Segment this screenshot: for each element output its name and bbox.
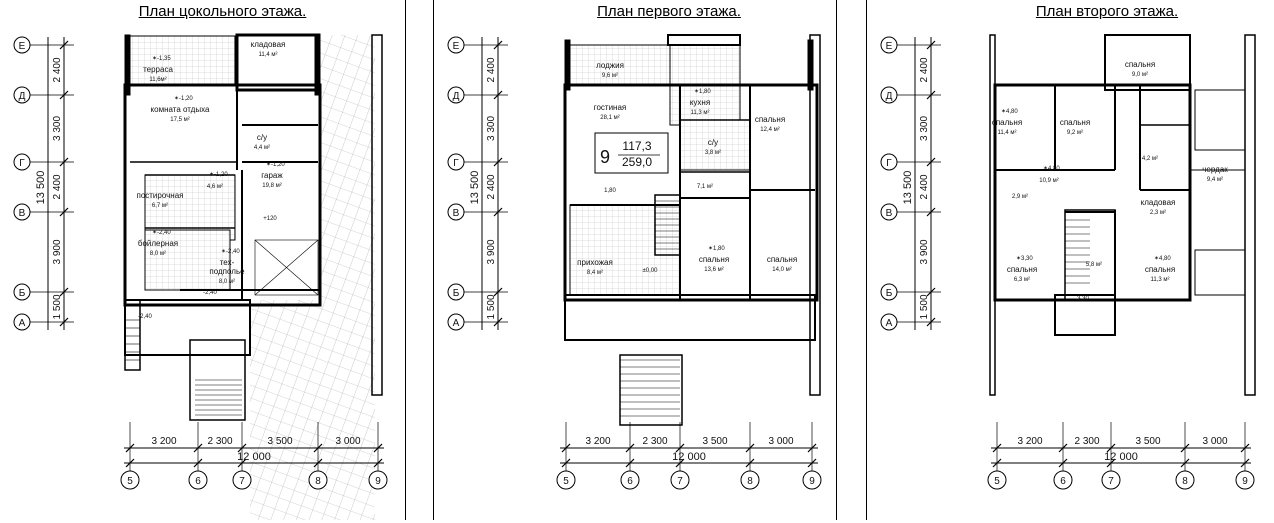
- room-name: с/у: [707, 138, 719, 147]
- room-name: лоджия: [596, 61, 624, 70]
- room-name: комната отдыха: [150, 105, 210, 114]
- column-dimension-value: 3 500: [702, 436, 728, 447]
- badge-living-area: 117,3: [622, 139, 652, 153]
- axis-label-6: 6: [627, 476, 633, 487]
- level-mark: ✶-1,35: [152, 56, 171, 62]
- lower-wall: [125, 300, 250, 355]
- paving-area: [250, 35, 375, 520]
- level-mark: ✶-2,40: [152, 230, 171, 236]
- level-mark: ✶-1,20: [209, 172, 228, 178]
- sheet-first-floor-plan: [434, 0, 836, 520]
- axis-label-6: 6: [195, 476, 201, 487]
- floor-plan-drawing: [867, 0, 1274, 520]
- axis-label-Е: Е: [885, 41, 893, 52]
- room-area: 8,0 м²: [218, 279, 236, 285]
- sheet-divider: [405, 0, 406, 520]
- axis-label-Б: Б: [452, 288, 460, 299]
- column-total-dimension: 12 000: [237, 451, 271, 463]
- level-mark: 3,30: [1077, 296, 1089, 302]
- axis-label-Г: Г: [453, 158, 459, 169]
- sheet-second-floor-plan: [867, 0, 1274, 520]
- axis-label-Г: Г: [19, 158, 25, 169]
- row-total-dimension: 13 500: [469, 170, 481, 205]
- room-name: спальня: [766, 255, 798, 264]
- column-dimension-value: 3 500: [1135, 436, 1161, 447]
- room-name: кухня: [689, 98, 711, 107]
- room-area: 7,1 м²: [696, 184, 714, 190]
- lower-wall: [565, 295, 815, 340]
- level-mark: ✶-1,20: [266, 162, 285, 168]
- sheet-basement-plan: [0, 0, 405, 520]
- axis-label-В: В: [18, 208, 26, 219]
- badge-total-area: 259,0: [621, 155, 653, 169]
- level-mark: -2,40: [138, 314, 152, 320]
- room-area: 9,2 м²: [1066, 130, 1084, 136]
- level-mark: ✶-2,40: [221, 249, 240, 255]
- level-mark: +120: [263, 216, 277, 222]
- level-mark: ✶3,30: [1016, 256, 1033, 262]
- axis-label-6: 6: [1060, 476, 1066, 487]
- row-dimension-value: 2 400: [486, 57, 497, 83]
- room-name: с/у: [256, 133, 268, 142]
- plan-geometry: [990, 35, 1255, 395]
- axis-label-А: А: [885, 318, 893, 329]
- room-name: гостиная: [593, 103, 627, 112]
- room-area: 3,8 м²: [704, 150, 722, 156]
- level-mark: ✶1,80: [694, 89, 711, 95]
- room-name: спальня: [698, 255, 730, 264]
- room-area: 11,4 м²: [997, 130, 1017, 136]
- level-mark: ✶1,80: [708, 246, 725, 252]
- room-area: 2,9 м²: [1011, 194, 1029, 200]
- column-dimension-value: 3 000: [335, 436, 361, 447]
- column: [565, 40, 570, 90]
- row-dimension-value: 2 400: [486, 174, 497, 200]
- room-area: 10,9 м²: [1039, 178, 1059, 184]
- room-area: 11,6м²: [149, 77, 167, 83]
- room-area: 6,7 м²: [151, 203, 169, 209]
- row-dimension-value: 1 500: [52, 294, 63, 320]
- room-area: 9,6 м²: [601, 73, 619, 79]
- column-dimension-value: 2 300: [642, 436, 668, 447]
- axis-label-7: 7: [1108, 476, 1114, 487]
- row-dimension-value: 1 500: [486, 294, 497, 320]
- axis-label-А: А: [18, 318, 26, 329]
- axis-label-Е: Е: [18, 41, 26, 52]
- level-mark: 1,80: [604, 188, 616, 194]
- room-name: спальня: [991, 118, 1023, 127]
- room-name: спальня: [754, 115, 786, 124]
- room-area: 4,4 м²: [253, 145, 271, 151]
- room-name: гараж: [261, 171, 283, 180]
- axis-label-Д: Д: [452, 91, 460, 102]
- row-dimension-value: 2 400: [52, 174, 63, 200]
- room-area: 17,5 м²: [170, 117, 190, 123]
- column-dimension-value: 2 300: [1074, 436, 1100, 447]
- room-name: терраса: [143, 65, 173, 74]
- axis-label-8: 8: [747, 476, 753, 487]
- room-area: 2,3 м²: [1149, 210, 1167, 216]
- axis-label-Б: Б: [18, 288, 26, 299]
- row-dimension-value: 3 300: [486, 115, 497, 142]
- column-total-dimension: 12 000: [672, 451, 706, 463]
- sheet-divider: [836, 0, 837, 520]
- row-dimension-value: 2 400: [919, 57, 930, 83]
- right-post: [1245, 35, 1255, 395]
- column-dimension-value: 3 000: [768, 436, 794, 447]
- row-dimension-value: 2 400: [52, 57, 63, 83]
- column-dimension-value: 3 500: [267, 436, 293, 447]
- axis-label-В: В: [452, 208, 460, 219]
- left-post: [990, 35, 995, 395]
- plan-geometry: [565, 35, 820, 425]
- column-dimension-value: 3 200: [151, 436, 177, 447]
- row-dimension-value: 3 900: [52, 239, 63, 265]
- room-name: прихожая: [577, 258, 613, 267]
- room-area: 11,4 м²: [258, 52, 278, 58]
- entry-stair: [125, 300, 140, 370]
- axis-label-Б: Б: [885, 288, 893, 299]
- sheet-title: План второго этажа.: [1035, 3, 1179, 20]
- axis-label-Д: Д: [18, 91, 26, 102]
- room-area: 6,3 м²: [1013, 277, 1031, 283]
- room-name: спальня: [1006, 265, 1038, 274]
- column: [315, 35, 320, 95]
- column-dimension-value: 3 200: [585, 436, 611, 447]
- sheet-title: План цокольного этажа.: [138, 3, 307, 20]
- axis-label-7: 7: [239, 476, 245, 487]
- level-mark: ±0,00: [642, 268, 658, 274]
- room-name: тех-: [219, 258, 235, 267]
- attic-window: [1195, 90, 1245, 150]
- room-name: кладовая: [250, 40, 286, 49]
- axis-label-9: 9: [809, 476, 815, 487]
- badge-number: 9: [599, 147, 611, 167]
- axis-label-5: 5: [127, 476, 133, 487]
- axis-label-Д: Д: [885, 91, 893, 102]
- row-total-dimension: 13 500: [35, 170, 47, 205]
- axis-label-В: В: [885, 208, 893, 219]
- row-dimension-value: 3 900: [486, 239, 497, 265]
- room-area: 11,3 м²: [690, 110, 710, 116]
- axis-label-8: 8: [1182, 476, 1188, 487]
- row-total-dimension: 13 500: [902, 170, 914, 205]
- axis-label-5: 5: [994, 476, 1000, 487]
- column-dimension-value: 3 200: [1017, 436, 1043, 447]
- room-name: спальня: [1144, 265, 1176, 274]
- row-dimension-value: 3 300: [919, 115, 930, 142]
- attic-window: [1195, 250, 1245, 295]
- hall-tiles: [570, 205, 680, 295]
- room-name: чердак: [1202, 165, 1228, 174]
- room-name: спальня: [1059, 118, 1091, 127]
- level-mark: -2,40: [203, 290, 217, 296]
- column-dimension-value: 3 000: [1202, 436, 1228, 447]
- room-area: 9,0 м²: [1131, 72, 1149, 78]
- row-dimension-value: 3 300: [52, 115, 63, 142]
- room-area: 8,0 м²: [149, 251, 167, 257]
- room-area: 8,4 м²: [586, 270, 604, 276]
- axis-label-8: 8: [315, 476, 321, 487]
- axis-label-9: 9: [375, 476, 381, 487]
- terrace-tiles: [130, 36, 235, 86]
- room-area: 13,6 м²: [704, 267, 724, 273]
- level-mark: ✶4,80: [1043, 166, 1060, 172]
- axis-label-9: 9: [1242, 476, 1248, 487]
- room-name: кладовая: [1140, 198, 1176, 207]
- axis-label-Г: Г: [886, 158, 892, 169]
- row-dimension-value: 2 400: [919, 174, 930, 200]
- row-dimension-value: 1 500: [919, 294, 930, 320]
- upper-wall: [668, 35, 740, 45]
- axis-label-5: 5: [563, 476, 569, 487]
- room-area: 14,0 м²: [772, 267, 792, 273]
- room-area: 4,2 м²: [1141, 156, 1159, 162]
- room-area: 28,1 м²: [600, 115, 620, 121]
- room-area: 5,8 м²: [1085, 262, 1103, 268]
- axis-label-Е: Е: [452, 41, 460, 52]
- floor-plan-drawing: [0, 0, 405, 520]
- column-total-dimension: 12 000: [1104, 451, 1138, 463]
- room-area: 12,4 м²: [760, 127, 780, 133]
- room-area: 11,3 м²: [1150, 277, 1170, 283]
- room-area: 19,8 м²: [262, 183, 282, 189]
- column: [125, 35, 130, 95]
- column-dimension-value: 2 300: [207, 436, 233, 447]
- room-name: бойлерная: [137, 239, 179, 248]
- room-name: постирочная: [136, 191, 184, 200]
- axis-label-7: 7: [677, 476, 683, 487]
- level-mark: ✶-1,20: [174, 96, 193, 102]
- level-mark: ✶4,80: [1001, 109, 1018, 115]
- room-name: спальня: [1124, 60, 1156, 69]
- row-dimension-value: 3 900: [919, 239, 930, 265]
- sheet-title: План первого этажа.: [597, 3, 741, 20]
- floor-plan-drawing: [434, 0, 836, 520]
- level-mark: ✶4,80: [1154, 256, 1171, 262]
- axis-label-А: А: [452, 318, 460, 329]
- room-name: подполье: [209, 267, 245, 276]
- room-area: 9,4 м²: [1206, 177, 1224, 183]
- entry-stair: [620, 355, 682, 425]
- room-area: 4,6 м²: [206, 184, 224, 190]
